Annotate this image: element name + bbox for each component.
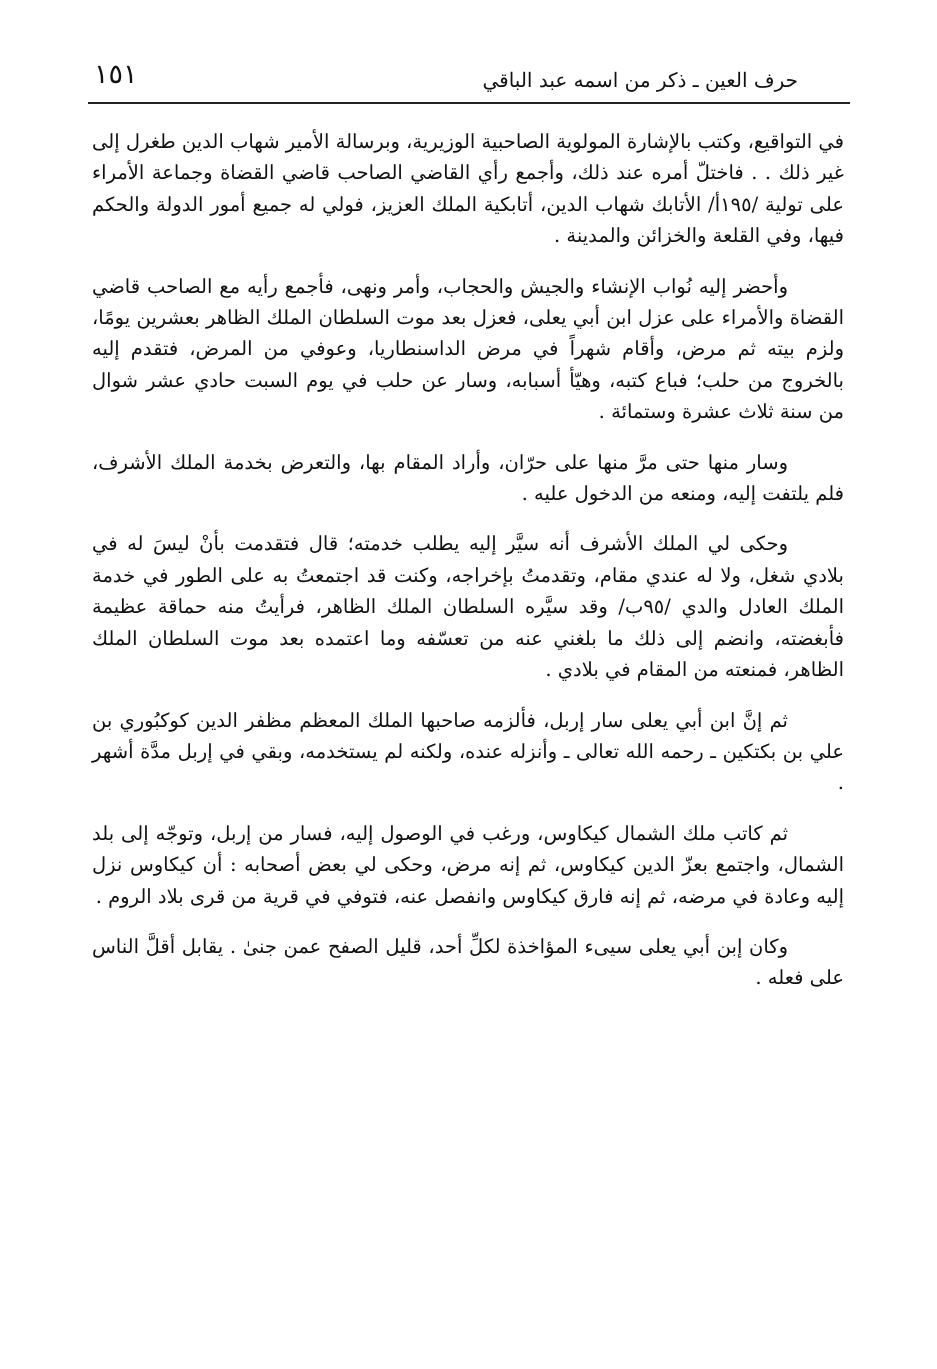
paragraph-5: ثم إنَّ ابن أبي يعلى سار إربل، فألزمه صاحبها الملك المعظم مظفر الدين كوكبُوري بن علي بن بكتكين ـ رحمه الله تعالى ـ وأنزله عنده، ولكنه لم يستخدمه، وبقي في إربل مدَّة أشهر .	[92, 708, 844, 795]
paragraph-2: وأحضر إليه نُواب الإنشاء والجيش والحجاب، وأمر ونهى، فأجمع رأيه مع الصاحب قاضي القضاة والأمراء على عزل ابن أبي يعلى، فعزل بعد موت السلطان الملك الظاهر بعشرين يومًا، ولزم بيته ثم مرض، وأقام شهراً في مرض الداسنطاريا، وعوفي من المرض، فتقدم إليه بالخروج من حلب؛ فباع كتبه، وهيّأ أسبابه، وسار عن حلب في يوم السبت حادي عشر شوال من سنة ثلاث عشرة وستمائة .	[92, 274, 844, 424]
paragraph-6: ثم كاتب ملك الشمال كيكاوس، ورغب في الوصول إليه، فسار من إربل، وتوجّه إلى بلد الشمال، واجتمع بعزّ الدين كيكاوس، ثم إنه مرض، وحكى لي بعض أصحابه : أن كيكاوس نزل إليه وعادة في مرضه، ثم إنه فارق كيكاوس وانفصل عنه، فتوفي في قرية من قرى بلاد الروم .	[92, 821, 844, 908]
paragraph-4: وحكى لي الملك الأشرف أنه سيَّر إليه يطلب خدمته؛ قال فتقدمت بأنْ ليسَ له في بلادي شغل، ولا له عندي مقام، وتقدمتُ بإخراجه، وكنت قد اجتمعتُ به على الطور في خدمة الملك العادل والدي /٩٥ب/ وقد سيَّره السلطان الملك الظاهر، فرأيتُ منه حماقة عظيمة فأبغضته، وانضم إلى ذلك ما بلغني عنه من تعسّفه وما اعتمده بعد موت السلطان الملك الظاهر، فمنعته من المقام في بلادي .	[92, 532, 845, 682]
body-text	[92, 126, 844, 1013]
paragraph-3: وسار منها حتى مرَّ منها على حرّان، وأراد المقام بها، والتعرض بخدمة الملك الأشرف، فلم يلتفت إليه، ومنعه من الدخول عليه .	[92, 450, 844, 506]
running-title: حرف العين ـ ذكر من اسمه عبد الباقي	[482, 68, 798, 92]
header-divider	[88, 102, 850, 104]
paragraph-7: وكان إبن أبي يعلى سيىء المؤاخذة لكلِّ أحد، قليل الصفح عمن جنىٰ . يقابل أقلَّ الناس على فعله .	[92, 934, 844, 990]
paragraph-1: في التواقيع، وكتب بالإشارة المولوية الصاحبية الوزيرية، وبرسالة الأمير شهاب الدين طغرل إلى غير ذلك . . فاختلّ أمره عند ذلك، وأجمع رأي القاضي الصاحب قاضي القضاة وجماعة الأمراء على تولية /١٩٥أ/ الأتابك شهاب الدين، أتابكية الملك العزيز، فولي له جميع أمور الدولة والحكم فيها، وفي القلعة والخزائن والمدينة .	[92, 130, 844, 248]
page-header	[88, 58, 850, 106]
page-number: ١٥١	[94, 59, 138, 90]
